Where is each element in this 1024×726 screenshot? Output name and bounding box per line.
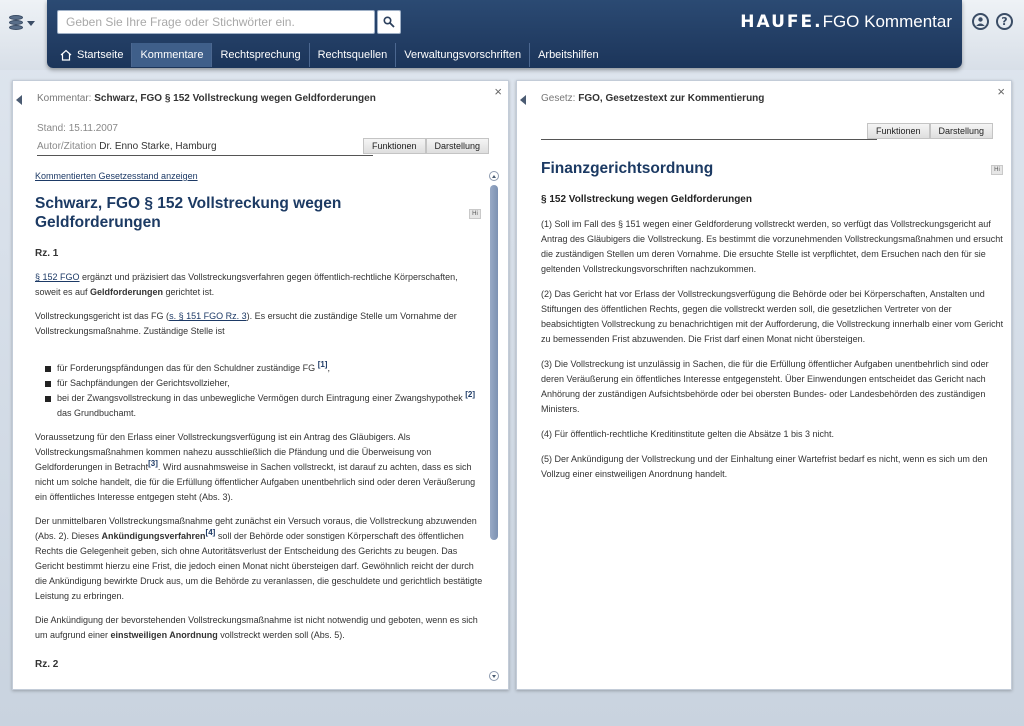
breadcrumb-value: FGO, Gesetzestext zur Kommentierung <box>578 93 765 104</box>
document-title: Schwarz, FGO § 152 Vollstreckung wegen Geldforderungen <box>35 195 342 231</box>
highlight-badge[interactable]: Hi <box>469 209 481 219</box>
paragraph <box>35 430 485 505</box>
paragraph <box>35 613 485 643</box>
list-item <box>37 376 485 391</box>
text: , <box>327 363 330 373</box>
scroll-thumb[interactable] <box>490 185 498 540</box>
tab-arbeitshilfen[interactable] <box>530 43 607 67</box>
scroll-up-icon[interactable] <box>489 171 499 181</box>
text: das Grundbuchamt. <box>57 408 137 418</box>
nav-tabs <box>52 43 607 67</box>
bullet-list <box>35 361 485 421</box>
breadcrumb-value: Schwarz, FGO § 152 Vollstreckung wegen Geldforderungen <box>94 93 376 104</box>
margin-number: Rz. 1 <box>35 248 59 259</box>
footnote-link[interactable]: [1] <box>317 360 328 369</box>
tab-label: Verwaltungsvorschriften <box>404 49 522 61</box>
bold-text: Ankündigungsverfahren <box>101 531 206 541</box>
top-bar <box>0 0 1024 70</box>
law-text-panel <box>516 80 1012 690</box>
help-icon[interactable]: ? <box>996 13 1013 30</box>
law-title: Finanzgerichtsordnung <box>541 160 714 177</box>
tab-label: Kommentare <box>140 49 204 61</box>
divider <box>541 139 877 140</box>
commentary-document <box>35 169 485 684</box>
paragraph <box>35 309 485 339</box>
user-icon[interactable] <box>972 13 989 30</box>
law-paragraph: (5) Der Ankündigung der Vollstreckung und der Einhaltung einer Wartefrist bedarf es nicht, wenn es sich um den Vollzug einer einstweiligen Anordnung handelt. <box>541 454 988 479</box>
law-paragraph: (2) Das Gericht hat vor Erlass der Vollstreckungsverfügung die Behörde oder bei Körperschaften, Anstalten und Stiftungen des öffentlichen Rechts, gegen die vollstreckt werden soll, die gesetzlichen Vertreter von der beabsichtigten Vollstreckung zu benachrichtigen mit der Aufforderung, die Vollstreckung innerhalb einer vom Gericht zu bemessenden Frist abzuwenden. Die Frist darf einen Monat nicht übersteigen. <box>541 289 1004 344</box>
bold-text: einstweiligen Anordnung <box>110 630 218 640</box>
brand-logo-text: HAUFE. <box>740 12 823 32</box>
brand-product-name: FGO Kommentar <box>822 12 952 31</box>
tab-rechtsquellen[interactable] <box>310 43 397 67</box>
collapse-arrow-icon[interactable] <box>520 95 526 105</box>
collapse-arrow-icon[interactable] <box>16 95 22 105</box>
tab-label: Rechtsprechung <box>220 49 301 61</box>
law-paragraph: (1) Soll im Fall des § 151 wegen einer Geldforderung vollstreckt werden, so verfügt das Vollstreckungsgericht auf Antrag des Gläubigers die Vollstreckung. Es bestimmt die vorzunehmenden Vollstreckungsmaßnahmen und ersucht die zuständigen Stellen um deren Vornahme. Die ersuchte Stelle ist verpflichtet, dem Ersuchen nach den für sie geltenden Vollstreckungsvorschriften nachzukommen. <box>541 219 1003 274</box>
list-item <box>37 391 485 421</box>
close-icon[interactable]: × <box>494 84 502 99</box>
tab-label: Rechtsquellen <box>317 49 388 61</box>
text: Voraussetzung für den Erlass einer Vollstreckungsverfügung ist ein Antrag des Gläubigers. Als Vollstreckungsmaßnahmen kommen nahezu ausschließlich die Pfändung und die Überweisung von Geldforderungen in Betracht <box>35 432 432 472</box>
tab-startseite[interactable] <box>52 43 132 67</box>
section-heading: § 152 Vollstreckung wegen Geldforderungen <box>541 194 752 205</box>
display-button[interactable]: Darstellung <box>930 123 994 139</box>
highlight-badge[interactable]: Hi <box>991 165 1003 175</box>
author-line <box>37 141 217 152</box>
search-input[interactable] <box>57 10 375 34</box>
breadcrumb <box>541 93 764 104</box>
right-toolbar <box>867 123 993 139</box>
author-label: Autor/Zitation <box>37 141 97 152</box>
tab-label: Arbeitshilfen <box>538 49 599 61</box>
divider <box>37 155 373 156</box>
bold-text: Geldforderungen <box>90 287 164 297</box>
scroll-down-icon[interactable] <box>489 671 499 681</box>
footnote-link[interactable]: [3] <box>148 459 158 468</box>
list-item <box>37 361 485 376</box>
footnote-link[interactable]: [4] <box>205 528 216 537</box>
text: für Sachpfändungen der Gerichtsvollzieher, <box>57 378 230 388</box>
close-icon[interactable]: × <box>997 84 1005 99</box>
functions-button[interactable]: Funktionen <box>867 123 930 139</box>
stand-date: Stand: 15.11.2007 <box>37 123 118 134</box>
tab-label: Startseite <box>77 49 124 61</box>
breadcrumb <box>37 93 376 104</box>
text: vollstreckt werden soll (Abs. 5). <box>217 630 345 640</box>
search-button[interactable] <box>377 10 401 34</box>
crossref-link[interactable]: s. § 151 FGO Rz. 3 <box>169 311 247 321</box>
text: Die Ankündigung der bevorstehenden Vollstreckungsmaßnahme ist nicht notwendig und geboten, wenn es sich um aufgrund einer <box>35 615 478 640</box>
tab-verwaltungsvorschriften[interactable] <box>396 43 530 67</box>
tab-rechtsprechung[interactable] <box>212 43 309 67</box>
footnote-link[interactable]: [2] <box>465 390 476 399</box>
law-paragraph: (3) Die Vollstreckung ist unzulässig in Sachen, die für die Erfüllung öffentlicher Aufgaben unentbehrlich sind oder deren Veräußerung ein öffentliches Interesse entgegensteht. Über Einwendungen entscheidet das Gericht nach Anhörung der zuständigen Aufsichtsbehörde oder bei obersten Bundes- oder Landesbehörden des zuständigen Ministers. <box>541 359 989 414</box>
text: Vollstreckungsgericht ist das FG ( <box>35 311 170 321</box>
text: . Wird ausnahmsweise in Sachen vollstreckt, ist darauf zu achten, dass es sich nicht um solche handelt, die für die Erfüllung öffentlicher Aufgaben unentbehrlich sind oder deren Veräußerung ein öffentliches Interesse entgegen steht (Abs. 3). <box>35 462 476 502</box>
law-document <box>541 161 1011 482</box>
display-button[interactable]: Darstellung <box>426 138 490 154</box>
law-link[interactable]: § 152 FGO <box>35 272 80 282</box>
text: soll der Behörde oder sonstigen Körperschaft des öffentlichen Rechts die Gelegenheit geben, sich ohne Autoritätsverlust der Entscheidung des Gerichts zu beugen. Das Gericht bestimmt hierzu eine Frist, die jedoch einen Monat nicht übersteigen darf. Gewöhnlich reicht der durch die Ankündigung bewirkte Druck aus, um die Behörde zu veranlassen, die geschuldete und gerichtlich bestätigte Leistung zu erbringen. <box>35 531 483 601</box>
home-icon <box>60 49 72 61</box>
app-menu-button[interactable] <box>8 12 42 34</box>
breadcrumb-label: Kommentar: <box>37 93 92 104</box>
margin-number: Rz. 2 <box>35 659 59 670</box>
text: bei der Zwangsvollstreckung in das unbewegliche Vermögen durch Eintragung einer Zwangshypothek <box>57 393 463 403</box>
database-stack-icon <box>8 15 24 31</box>
brand-logo <box>740 12 952 34</box>
text: für Forderungspfändungen das für den Schuldner zuständige FG <box>57 363 316 373</box>
text: ergänzt und präzisiert das Vollstreckungsverfahren gegen öffentlich-rechtliche Körperschaften, soweit es auf <box>35 272 458 297</box>
left-toolbar <box>363 138 489 154</box>
commentary-panel <box>12 80 509 690</box>
search-icon <box>383 16 395 28</box>
text: gerichtet ist. <box>163 287 215 297</box>
tab-kommentare[interactable] <box>132 43 212 67</box>
paragraph <box>35 270 485 300</box>
law-paragraph: (4) Für öffentlich-rechtliche Kreditinstitute gelten die Absätze 1 bis 3 nicht. <box>541 429 834 439</box>
breadcrumb-label: Gesetz: <box>541 93 576 104</box>
text: Der unmittelbaren Vollstreckungsmaßnahme geht zunächst ein Versuch voraus, die Vollstreckung abzuwenden (Abs. 2). Dieses <box>35 516 477 541</box>
author-value: Dr. Enno Starke, Hamburg <box>99 141 217 152</box>
main-navigation-panel <box>47 0 962 68</box>
paragraph <box>35 514 485 604</box>
vertical-scrollbar[interactable] <box>489 171 499 681</box>
functions-button[interactable]: Funktionen <box>363 138 426 154</box>
chevron-down-icon <box>27 21 35 26</box>
text: ). Es ersucht die zuständige Stelle um Vornahme der Vollstreckungsmaßnahme. Zuständige Stelle ist <box>35 311 457 336</box>
show-law-version-link[interactable]: Kommentierten Gesetzesstand anzeigen <box>35 171 198 181</box>
